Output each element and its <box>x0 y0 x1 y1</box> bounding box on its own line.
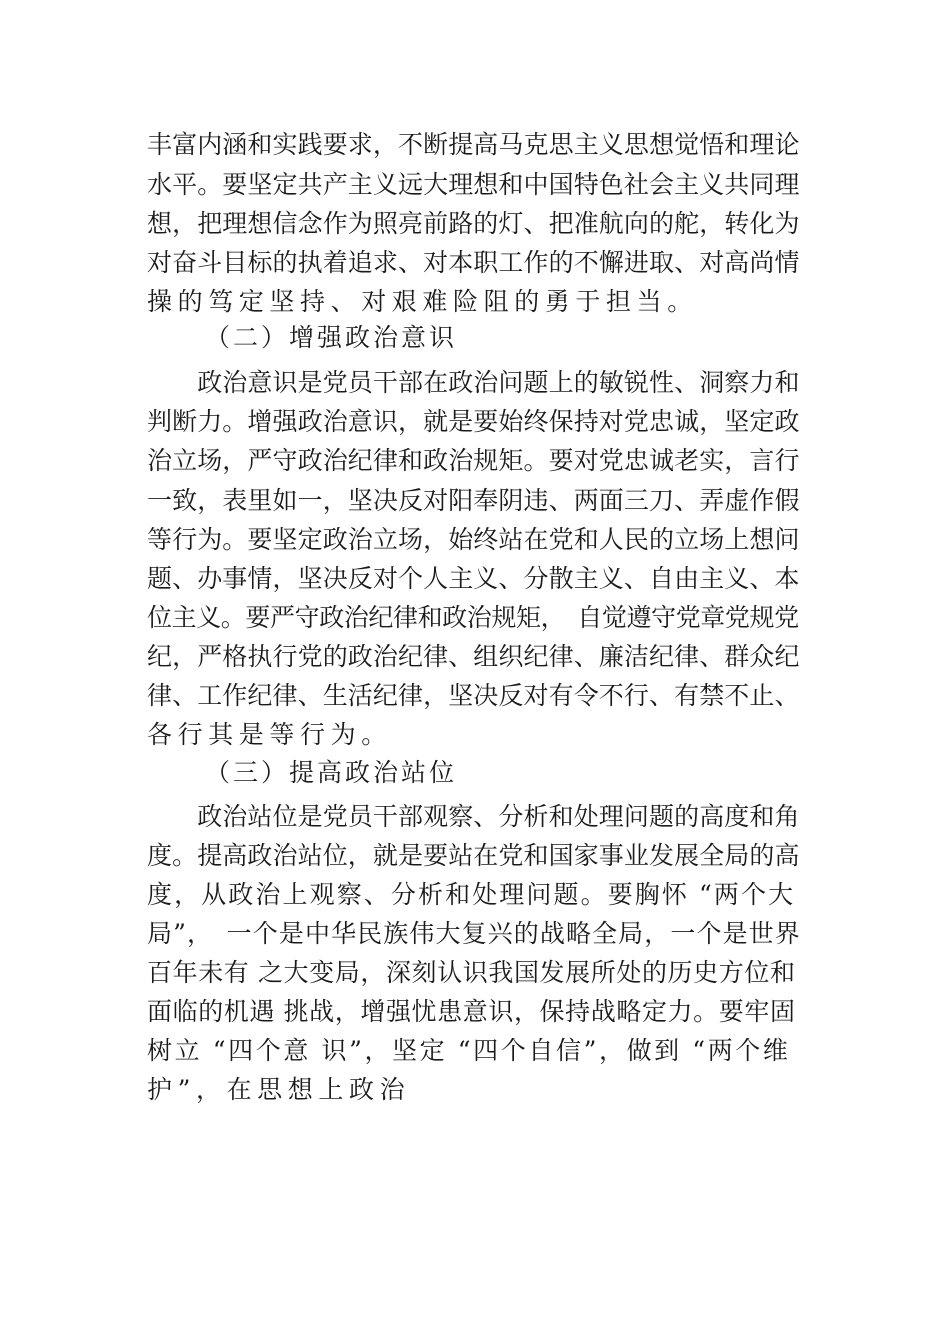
paragraph-line: 纪，严格执行党的政治纪律、组织纪律、廉洁纪律、群众纪 <box>147 642 800 671</box>
paragraph-line: 治立场，严守政治纪律和政治规矩。要对党忠诚老实，言行 <box>147 446 800 475</box>
section-heading: （二）增强政治意识 <box>205 323 458 352</box>
paragraph-line: 各行其是等行为。 <box>147 720 392 749</box>
paragraph-line: 操的笃定坚持、对艰难险阻的勇于担当。 <box>147 287 698 316</box>
paragraph-line: 判断力。增强政治意识，就是要始终保持对党忠诚，坚定政 <box>147 407 800 436</box>
paragraph-line: 一致，表里如一，坚决反对阳奉阴违、两面三刀、弄虚作假 <box>147 486 800 515</box>
paragraph-line: 面临的机遇 挑战，增强忧患意识，保持战略定力。要牢固 <box>147 997 796 1026</box>
paragraph-line: 想，把理想信念作为照亮前路的灯、把准航向的舵，转化为 <box>147 209 800 238</box>
paragraph-line: 题、办事情，坚决反对个人主义、分散主义、自由主义、本 <box>147 564 800 593</box>
paragraph-line: 等行为。要坚定政治立场，始终站在党和人民的立场上想问 <box>147 525 800 554</box>
paragraph-line: 丰富内涵和实践要求，不断提高马克思主义思想觉悟和理论 <box>147 130 800 159</box>
paragraph-line: 位主义。要严守政治纪律和政治规矩， 自觉遵守党章党规党 <box>147 603 799 632</box>
paragraph-line: 百年未有 之大变局，深刻认识我国发展所处的历史方位和 <box>147 958 796 987</box>
paragraph-line: 律、工作纪律、生活纪律，坚决反对有令不行、有禁不止、 <box>147 681 800 710</box>
paragraph-line: 局”， 一个是中华民族伟大复兴的战略全局，一个是世界 <box>147 919 801 948</box>
section-heading: （三）提高政治站位 <box>205 758 458 787</box>
paragraph-line: 树立 “四个意 识”，坚定 “四个自信”，做到 “两个维 <box>147 1036 791 1065</box>
paragraph-line: 度。提高政治站位，就是要站在党和国家事业发展全局的高 <box>147 841 800 870</box>
paragraph-line: 政治意识是党员干部在政治问题上的敏锐性、洞察力和 <box>147 368 800 397</box>
paragraph-line: 度，从政治上观察、分析和处理问题。要胸怀 “两个大 <box>147 880 796 909</box>
paragraph-line: 对奋斗目标的执着追求、对本职工作的不懈进取、对高尚情 <box>147 248 800 277</box>
paragraph-line: 政治站位是党员干部观察、分析和处理问题的高度和角 <box>147 802 800 831</box>
paragraph-line: 水平。要坚定共产主义远大理想和中国特色社会主义共同理 <box>147 170 800 199</box>
paragraph-line: 护”，在思想上政治 <box>147 1075 411 1104</box>
